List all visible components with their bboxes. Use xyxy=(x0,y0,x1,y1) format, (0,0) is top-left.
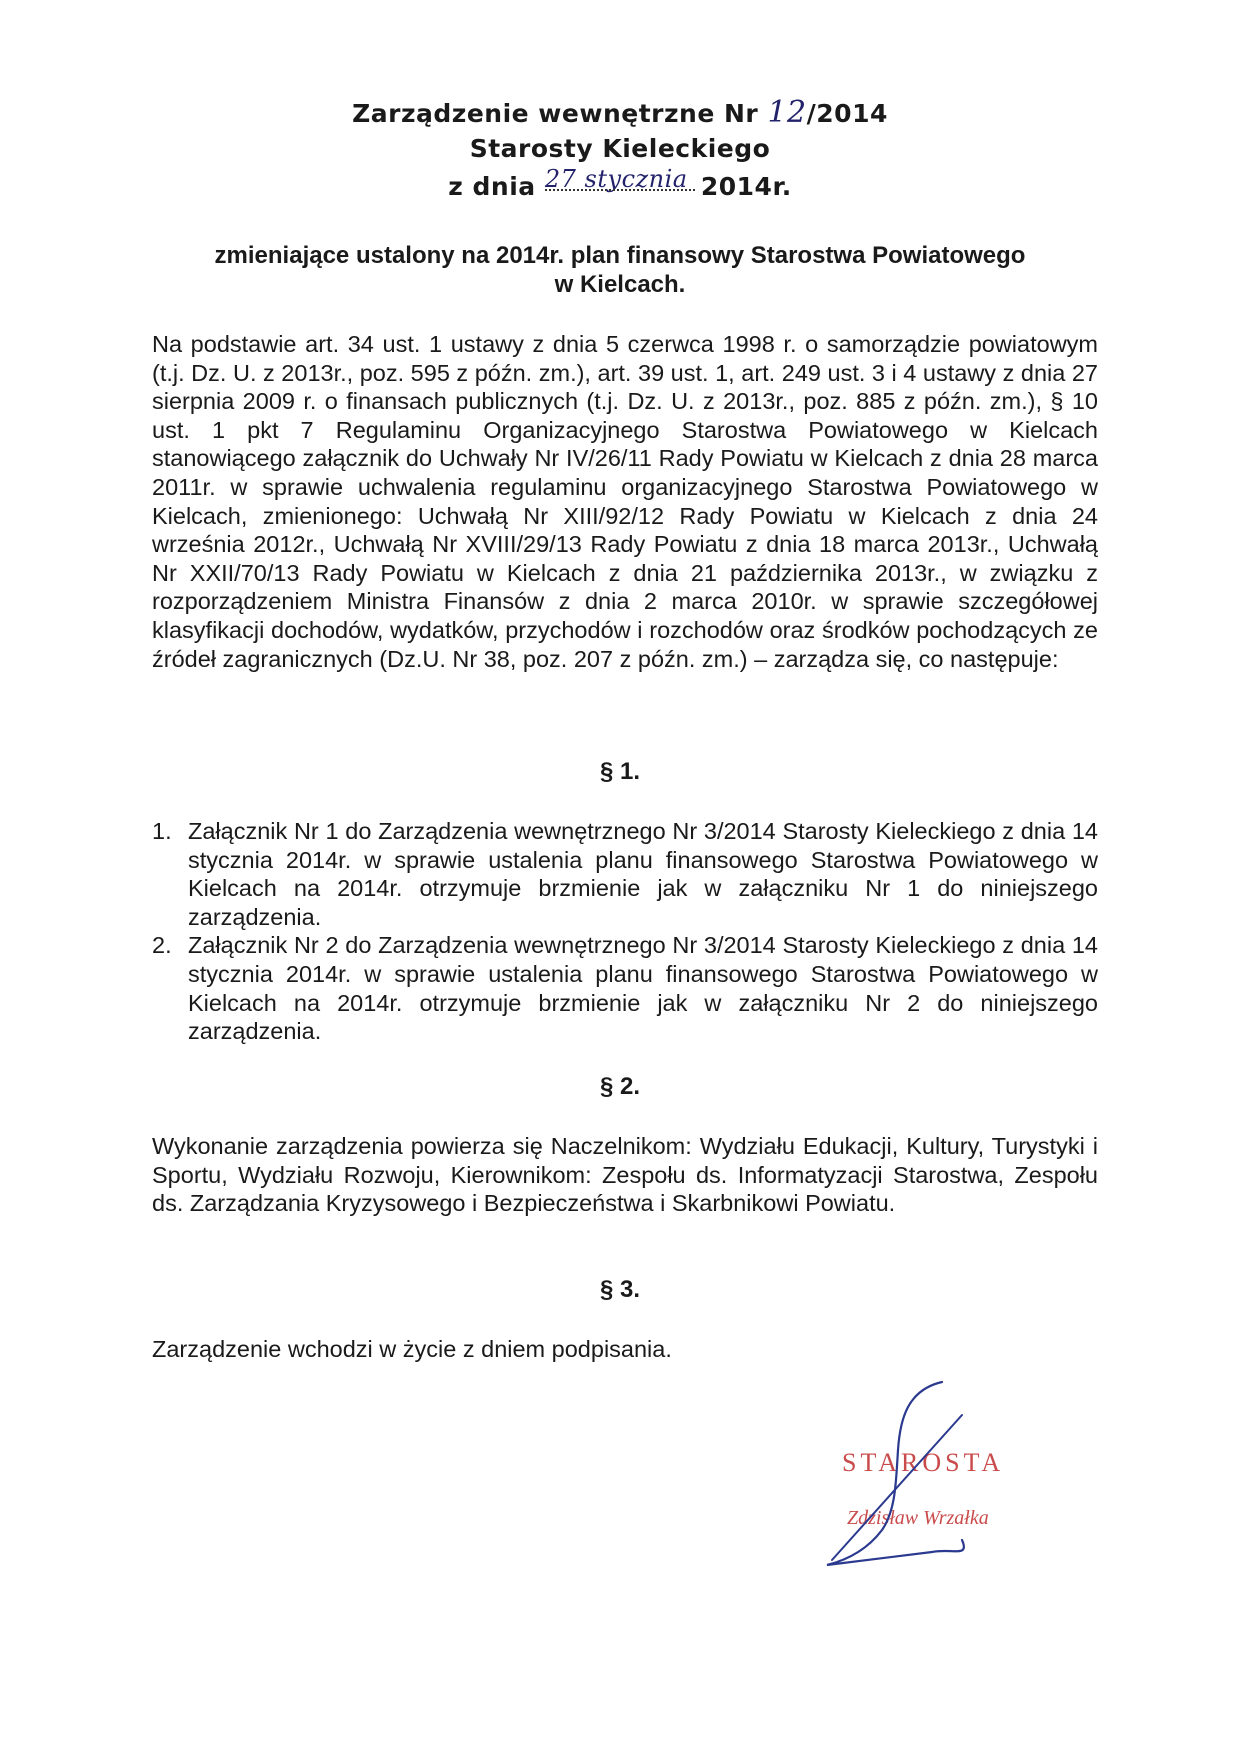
legal-basis-paragraph: Na podstawie art. 34 ust. 1 ustawy z dnia 5 czerwca 1998 r. o samorządzie powiatowym (t.j. Dz. U. z 2013r., poz. 595 z późn. zm.), art. 39 ust. 1, art. 249 ust. 3 i 4 ustawy z dnia 27 sierpnia 2009 r. o finansach publicznych (t.j. Dz. U. z 2013r., poz. 885 z późn. zm.), § 10 ust. 1 pkt 7 Regulaminu Organizacyjnego Starostwa Powiatowego w Kielcach stanowiącego załącznik do Uchwały Nr IV/26/11 Rady Powiatu w Kielcach z dnia 28 marca 2011r. w sprawie uchwalenia regulaminu organizacyjnego Starostwa Powiatowego w Kielcach, zmienionego: Uchwałą Nr XIII/92/12 Rady Powiatu w Kielcach z dnia 24 września 2012r., Uchwałą Nr XVIII/29/13 Rady Powiatu z dnia 18 marca 2013r., Uchwałą Nr XXII/70/13 Rady Powiatu w Kielcach z dnia 21 października 2013r., w związku z rozporządzeniem Ministra Finansów z dnia 2 marca 2010r. w sprawie szczegółowej klasyfikacji dochodów, wydatków, przychodów i rozchodów oraz środków pochodzących ze źródeł zagranicznych (Dz.U. Nr 38, poz. 207 z późn. zm.) – zarządza się, co następuje: xyxy=(152,331,1098,672)
list-item-number: 1. xyxy=(152,818,172,844)
starosta-stamp xyxy=(812,1380,1052,1580)
title-year: /2014 xyxy=(806,99,888,128)
stamp-title: STAROSTA xyxy=(842,1448,1005,1477)
list-item-text: Załącznik Nr 2 do Zarządzenia wewnętrznego Nr 3/2014 Starosty Kieleckiego z dnia 14 stycznia 2014r. w sprawie ustalenia planu finansowego Starostwa Powiatowego w Kielcach na 2014r. otrzymuje brzmienie jak w załączniku Nr 2 do niniejszego zarządzenia. xyxy=(188,932,1098,1045)
title-line-2: Starosty Kieleckiego xyxy=(469,134,771,163)
section-2-heading: § 2. xyxy=(599,1073,641,1100)
signature-icon xyxy=(812,1380,1052,1580)
section-1-heading: § 1. xyxy=(599,758,641,785)
date-prefix: z dnia xyxy=(448,172,536,201)
list-item-number: 2. xyxy=(152,932,172,959)
section-1-list xyxy=(152,817,1098,1046)
title-date-line xyxy=(0,165,1240,201)
subtitle-line-2: w Kielcach. xyxy=(554,271,686,298)
title-prefix: Zarządzenie wewnętrzne Nr xyxy=(352,99,759,128)
list-item-text: Załącznik Nr 1 do Zarządzenia wewnętrznego Nr 3/2014 Starosty Kieleckiego z dnia 14 stycznia 2014r. w sprawie ustalenia planu finansowego Starostwa Powiatowego w Kielcach na 2014r. otrzymuje brzmienie jak w załączniku Nr 1 do niniejszego zarządzenia. xyxy=(188,818,1098,930)
subtitle-line-1: zmieniające ustalony na 2014r. plan finansowy Starostwa Powiatowego xyxy=(214,242,1026,269)
section-3-text: Zarządzenie wchodzi w życie z dniem podpisania. xyxy=(152,1336,672,1362)
date-dotted-line xyxy=(545,189,695,191)
handwritten-number: 12 xyxy=(767,95,807,130)
title-line-1 xyxy=(0,95,1240,130)
list-item xyxy=(152,931,1098,1045)
date-year: 2014r. xyxy=(700,172,792,201)
handwritten-date: 27 stycznia xyxy=(544,165,688,193)
stamp-name: Zdzisław Wrzałka xyxy=(847,1507,989,1529)
section-2-text: Wykonanie zarządzenia powierza się Naczelnikom: Wydziału Edukacji, Kultury, Turystyki i Sportu, Wydziału Rozwoju, Kierownikom: Zespołu ds. Informatyzacji Starostwa, Zespołu ds. Zarządzania Kryzysowego i Bezpieczeństwa i Skarbnikowi Powiatu. xyxy=(152,1133,1098,1217)
list-item xyxy=(152,817,1098,931)
section-3-heading: § 3. xyxy=(599,1276,641,1303)
